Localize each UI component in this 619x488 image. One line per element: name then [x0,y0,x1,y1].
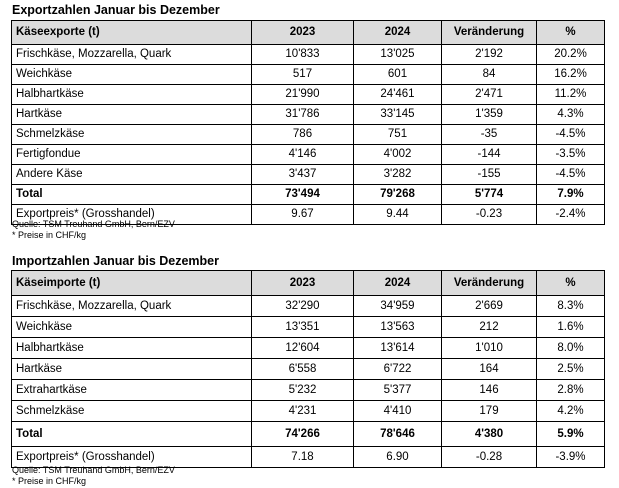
cell-value: 751 [354,125,442,145]
cell-value: -155 [442,165,537,185]
cell-value: 5.9% [537,422,605,447]
import-header-row [12,271,605,296]
cell-value: % [537,271,605,296]
cell-value: 31'786 [252,105,354,125]
table-row [12,380,605,401]
row-label: Exportpreis* (Grosshandel) [12,447,252,468]
table-row [12,145,605,165]
table-row [12,338,605,359]
row-label: Käseexporte (t) [12,21,252,45]
cell-value: 2'471 [442,85,537,105]
cell-value: 32'290 [252,296,354,317]
row-label: Weichkäse [12,317,252,338]
table-row [12,359,605,380]
row-label: Total [12,422,252,447]
cell-value: 13'351 [252,317,354,338]
table-row [12,45,605,65]
cell-value: 13'025 [354,45,442,65]
row-label: Total [12,185,252,205]
cell-value: 13'563 [354,317,442,338]
cell-value: % [537,21,605,45]
cell-value: 12'604 [252,338,354,359]
cell-value: 73'494 [252,185,354,205]
export-header-row [12,21,605,45]
import-table-body [12,271,605,468]
cell-value: -3.5% [537,145,605,165]
cell-value: 10'833 [252,45,354,65]
cell-value: 74'266 [252,422,354,447]
cell-value: 9.44 [354,205,442,225]
cell-value: 3'437 [252,165,354,185]
cell-value: -4.5% [537,125,605,145]
cell-value: 34'959 [354,296,442,317]
cell-value: -0.28 [442,447,537,468]
cell-value: -4.5% [537,165,605,185]
table-row [12,317,605,338]
cell-value: 786 [252,125,354,145]
cell-value: 79'268 [354,185,442,205]
export-table-body [12,21,605,225]
row-label: Extrahartkäse [12,380,252,401]
cell-value: 2023 [252,271,354,296]
import-section-title: Importzahlen Januar bis Dezember [12,254,220,268]
cell-value: 1.6% [537,317,605,338]
row-label: Schmelzkäse [12,125,252,145]
cell-value: 7.9% [537,185,605,205]
cell-value: 146 [442,380,537,401]
cell-value: 21'990 [252,85,354,105]
cell-value: 4'380 [442,422,537,447]
table-row [12,125,605,145]
cell-value: Veränderung [442,271,537,296]
cell-value: 8.3% [537,296,605,317]
cell-value: 4.2% [537,401,605,422]
cell-value: 179 [442,401,537,422]
cell-value: 6.90 [354,447,442,468]
table-row [12,401,605,422]
row-label: Fertigfondue [12,145,252,165]
cell-value: -3.9% [537,447,605,468]
cell-value: 1'010 [442,338,537,359]
cell-value: 4.3% [537,105,605,125]
cell-value: 164 [442,359,537,380]
cell-value: 7.18 [252,447,354,468]
export-total-row [12,185,605,205]
table-row [12,296,605,317]
export-source-note: Quelle: TSM Treuhand GmbH, Bern/EZV [12,219,175,229]
cell-value: 517 [252,65,354,85]
cell-value: 2.5% [537,359,605,380]
table-row [12,85,605,105]
cell-value: 9.67 [252,205,354,225]
cell-value: 11.2% [537,85,605,105]
cell-value: -35 [442,125,537,145]
cell-value: 20.2% [537,45,605,65]
cell-value: 24'461 [354,85,442,105]
row-label: Weichkäse [12,65,252,85]
cell-value: 4'146 [252,145,354,165]
cell-value: 5'377 [354,380,442,401]
cell-value: 6'722 [354,359,442,380]
cell-value: 2.8% [537,380,605,401]
cell-value: 5'232 [252,380,354,401]
import-source-note: Quelle: TSM Treuhand GmbH, Bern/EZV [12,465,175,475]
cell-value: 13'614 [354,338,442,359]
row-label: Schmelzkäse [12,401,252,422]
cell-value: 3'282 [354,165,442,185]
cell-value: 2023 [252,21,354,45]
cell-value: 2024 [354,21,442,45]
table-row [12,165,605,185]
cell-value: 212 [442,317,537,338]
cell-value: 5'774 [442,185,537,205]
import-table [11,270,605,468]
cell-value: 84 [442,65,537,85]
cell-value: -2.4% [537,205,605,225]
import-total-row [12,422,605,447]
cell-value: 33'145 [354,105,442,125]
cell-value: -144 [442,145,537,165]
cell-value: 16.2% [537,65,605,85]
cell-value: Veränderung [442,21,537,45]
row-label: Frischkäse, Mozzarella, Quark [12,45,252,65]
row-label: Frischkäse, Mozzarella, Quark [12,296,252,317]
cell-value: 4'231 [252,401,354,422]
export-section-title: Exportzahlen Januar bis Dezember [12,3,220,17]
cell-value: 8.0% [537,338,605,359]
cell-value: 601 [354,65,442,85]
import-price-footnote: * Preise in CHF/kg [12,476,87,486]
row-label: Halbhartkäse [12,85,252,105]
row-label: Exportpreis* (Grosshandel) [12,205,252,225]
row-label: Halbhartkäse [12,338,252,359]
cell-value: 2'669 [442,296,537,317]
row-label: Hartkäse [12,359,252,380]
cell-value: 4'410 [354,401,442,422]
cell-value: 2'192 [442,45,537,65]
row-label: Hartkäse [12,105,252,125]
cell-value: 78'646 [354,422,442,447]
table-row [12,105,605,125]
row-label: Andere Käse [12,165,252,185]
cell-value: 6'558 [252,359,354,380]
table-row [12,65,605,85]
export-table [11,20,605,225]
export-price-footnote: * Preise in CHF/kg [12,230,87,240]
cell-value: 2024 [354,271,442,296]
cell-value: 4'002 [354,145,442,165]
row-label: Käseimporte (t) [12,271,252,296]
cell-value: -0.23 [442,205,537,225]
cell-value: 1'359 [442,105,537,125]
